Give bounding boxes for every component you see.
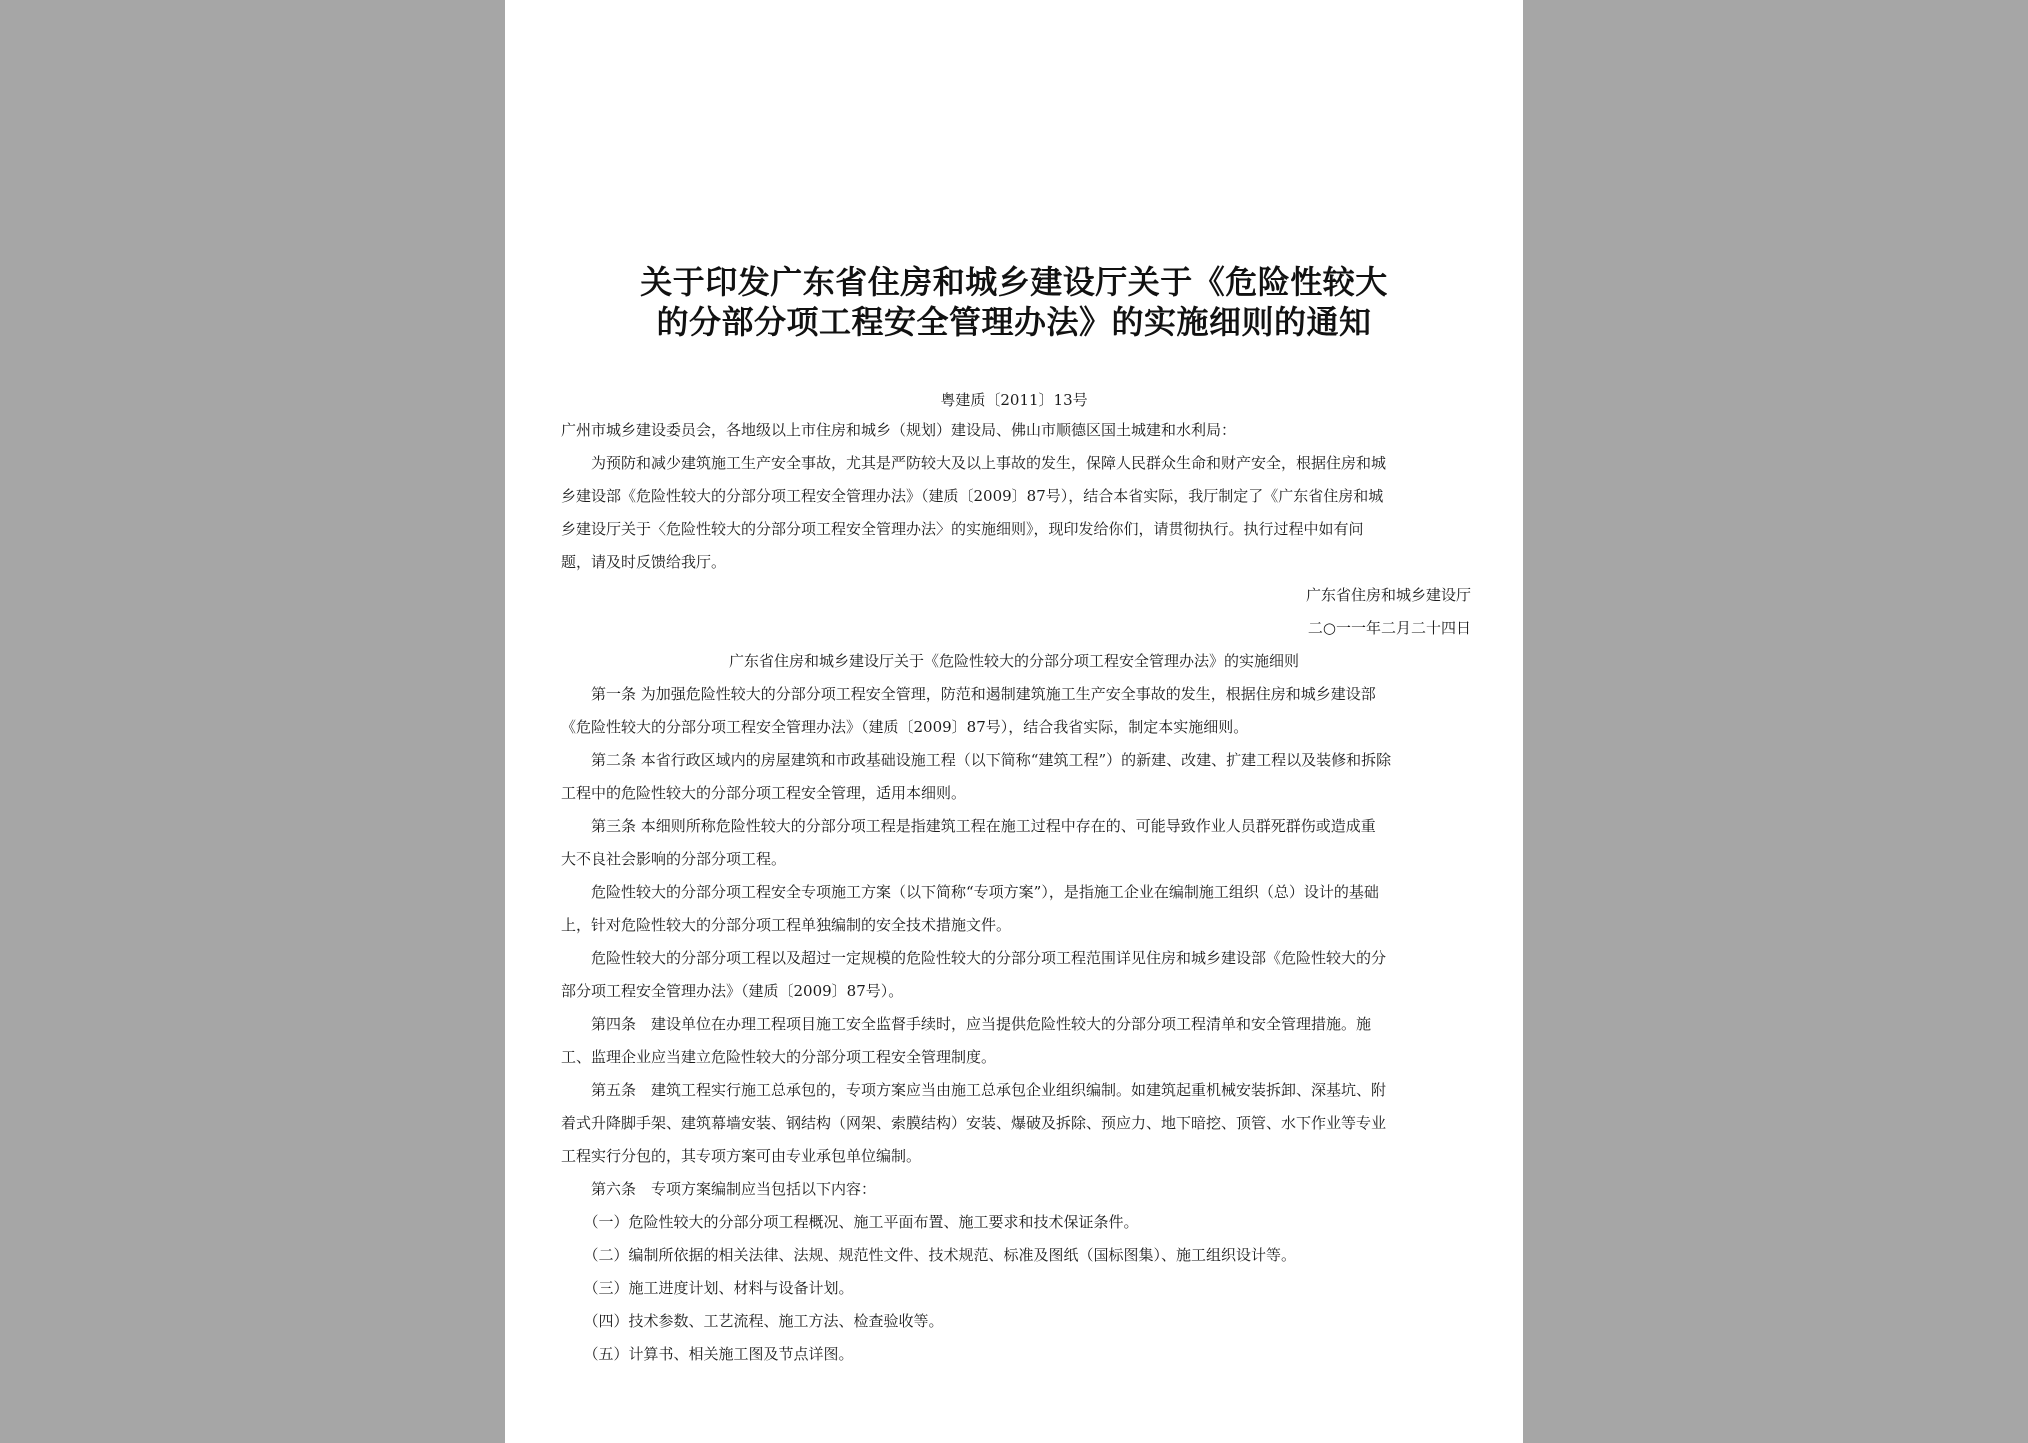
- article-line: 第一条 为加强危险性较大的分部分项工程安全管理，防范和遏制建筑施工生产安全事故的发生，根据住房和城乡建设部: [561, 685, 1376, 703]
- article-line: 工、监理企业应当建立危险性较大的分部分项工程安全管理制度。: [561, 1048, 997, 1066]
- body-line: 为预防和减少建筑施工生产安全事故，尤其是严防较大及以上事故的发生，保障人民群众生命和财产安全，根据住房和城: [561, 454, 1387, 472]
- list-item: （五）计算书、相关施工图及节点详图。: [561, 1345, 854, 1363]
- article-line: 工程中的危险性较大的分部分项工程安全管理，适用本细则。: [561, 784, 967, 802]
- article-line: 第四条 建设单位在办理工程项目施工安全监督手续时，应当提供危险性较大的分部分项工程清单和安全管理措施。施: [561, 1015, 1372, 1033]
- article-line: 上，针对危险性较大的分部分项工程单独编制的安全技术措施文件。: [561, 916, 1012, 934]
- body-line: 题，请及时反馈给我厅。: [561, 553, 727, 571]
- list-item: （一）危险性较大的分部分项工程概况、施工平面布置、施工要求和技术保证条件。: [561, 1213, 1139, 1231]
- list-item: （三）施工进度计划、材料与设备计划。: [561, 1279, 854, 1297]
- article-line: 危险性较大的分部分项工程以及超过一定规模的危险性较大的分部分项工程范围详见住房和城乡建设部《危险性较大的分: [561, 949, 1387, 967]
- article-line: 着式升降脚手架、建筑幕墙安装、钢结构（网架、索膜结构）安装、爆破及拆除、预应力、地下暗挖、顶管、水下作业等专业: [561, 1114, 1387, 1132]
- list-item: （四）技术参数、工艺流程、施工方法、检查验收等。: [561, 1312, 944, 1330]
- article-line: 《危险性较大的分部分项工程安全管理办法》（建质〔2009〕87号），结合我省实际，制定本实施细则。: [561, 718, 1249, 736]
- list-item: （二）编制所依据的相关法律、法规、规范性文件、技术规范、标准及图纸（国标图集）、施工组织设计等。: [561, 1246, 1297, 1264]
- article-line: 第六条 专项方案编制应当包括以下内容：: [561, 1180, 877, 1198]
- title-line-1: 关于印发广东省住房和城乡建设厅关于《危险性较大: [640, 263, 1388, 301]
- article-line: 大不良社会影响的分部分项工程。: [561, 850, 787, 868]
- article-line: 第三条 本细则所称危险性较大的分部分项工程是指建筑工程在施工过程中存在的、可能导致作业人员群死群伤或造成重: [561, 817, 1376, 835]
- article-line: 第二条 本省行政区域内的房屋建筑和市政基础设施工程（以下简称“建筑工程”）的新建、改建、扩建工程以及装修和拆除: [561, 751, 1392, 769]
- body-line: 乡建设厅关于〈危险性较大的分部分项工程安全管理办法〉的实施细则》，现印发给你们，请贯彻执行。执行过程中如有问: [561, 520, 1364, 538]
- article-line: 工程实行分包的，其专项方案可由专业承包单位编制。: [561, 1147, 922, 1165]
- document-title: [505, 262, 1523, 342]
- article-line: 危险性较大的分部分项工程安全专项施工方案（以下简称“专项方案”），是指施工企业在编制施工组织（总）设计的基础: [561, 883, 1379, 901]
- body-line: 乡建设部《危险性较大的分部分项工程安全管理办法》（建质〔2009〕87号），结合本省实际，我厅制定了《广东省住房和城: [561, 487, 1384, 505]
- issuer-signature: 广东省住房和城乡建设厅: [1305, 586, 1471, 604]
- issue-date: 二○一一年二月二十四日: [1307, 619, 1471, 637]
- title-line-2: 的分部分项工程安全管理办法》的实施细则的通知: [656, 303, 1372, 341]
- article-line: 第五条 建筑工程实行施工总承包的，专项方案应当由施工总承包企业组织编制。如建筑起重机械安装拆卸、深基坑、附: [561, 1081, 1387, 1099]
- document-page: [505, 0, 1523, 1443]
- document-number: 粤建质〔2011〕13号: [940, 391, 1088, 409]
- regulation-title: 广东省住房和城乡建设厅关于《危险性较大的分部分项工程安全管理办法》的实施细则: [728, 652, 1299, 670]
- recipients-line: 广州市城乡建设委员会，各地级以上市住房和城乡（规划）建设局、佛山市顺德区国土城建和水利局：: [561, 421, 1237, 439]
- article-line: 部分项工程安全管理办法》（建质〔2009〕87号）。: [561, 982, 904, 1000]
